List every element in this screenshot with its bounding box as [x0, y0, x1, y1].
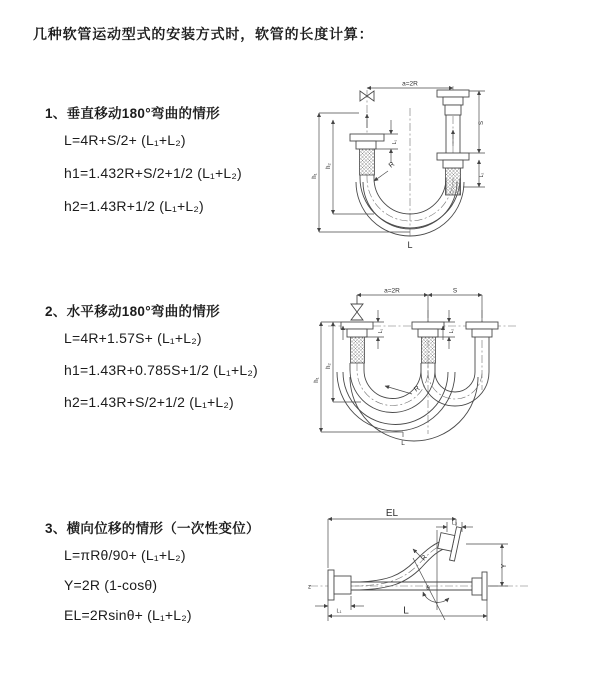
section-1-formula-2: h1=1.432R+S/2+1/2 (L₁+L₂)	[64, 165, 242, 181]
section-3-formula-1: L=πRθ/90+ (L₁+L₂)	[64, 547, 186, 563]
dim-h1-label: h₁	[312, 173, 318, 179]
dim-s-label: S	[452, 287, 458, 295]
axis-mark-label: z	[308, 584, 311, 591]
section-1-formula-3: h2=1.43R+1/2 (L₁+L₂)	[64, 198, 204, 214]
flange-left	[341, 322, 373, 329]
section-3-formula-2: Y=2R (1-cosθ)	[64, 577, 158, 593]
flange-right-upper	[437, 90, 469, 97]
dim-l1-label: L₁	[378, 328, 384, 334]
dim-l-label: L	[407, 240, 413, 250]
dim-l2-label: L₂	[479, 172, 485, 178]
braid-left	[360, 149, 375, 175]
section-3-formula-3: EL=2Rsinθ+ (L₁+L₂)	[64, 607, 192, 623]
dim-a2r-label: a=2R	[384, 287, 400, 295]
section-1-heading: 1、垂直移动180°弯曲的情形	[45, 106, 220, 121]
section-2-formula-1: L=4R+1.57S+ (L₁+L₂)	[64, 330, 202, 346]
hose-u1-outer	[350, 363, 435, 413]
braid-left	[351, 337, 365, 363]
section-1-formula-1: L=4R+S/2+ (L₁+L₂)	[64, 132, 186, 148]
dim-l1-label: L₁	[392, 139, 398, 145]
dim-l1-label: L₁	[336, 608, 342, 615]
radius-label: R	[387, 160, 397, 170]
section-2-heading: 2、水平移动180°弯曲的情形	[45, 304, 220, 319]
flange-right-moved	[466, 322, 498, 329]
angle-theta-label: θ	[426, 585, 430, 592]
hose-curved-top-wall	[351, 539, 448, 582]
flange-middle	[412, 322, 444, 329]
flange-right-lower	[437, 153, 469, 160]
diagram-horizontal-180-bend	[303, 282, 553, 457]
section-2-formula-2: h1=1.43R+0.785S+1/2 (L₁+L₂)	[64, 362, 258, 378]
hose-curved-bottom-wall	[351, 547, 450, 590]
dim-l-label: L	[403, 605, 409, 617]
page-title: 几种软管运动型式的安装方式时，软管的长度计算：	[33, 26, 374, 42]
braid-right	[446, 168, 461, 195]
diagram-vertical-180-bend	[303, 66, 538, 263]
dim-h2-label: h₂	[326, 163, 332, 169]
flange-left	[350, 134, 384, 141]
flange-right-lower	[472, 578, 482, 595]
flange-left	[328, 570, 334, 600]
dim-l-label: L	[401, 440, 405, 447]
dim-y-label: Y	[501, 563, 508, 569]
dim-s-label: S	[479, 120, 485, 126]
hose-u1-inner	[364, 363, 421, 399]
valve-icon	[351, 304, 363, 320]
radius-label: R	[420, 553, 429, 563]
section-3-heading: 3、横向位移的情形（一次性变位）	[45, 521, 260, 536]
dim-h1-label: h₁	[314, 377, 320, 383]
section-2-formula-3: h2=1.43R+S/2+1/2 (L₁+L₂)	[64, 394, 234, 410]
dim-l2-label: L₂	[451, 520, 458, 527]
dim-h2-label: h₂	[326, 363, 332, 369]
dim-a2r-label: a=2R	[402, 80, 418, 88]
dim-l2-label: L₂	[449, 328, 455, 334]
braid-middle	[422, 337, 436, 363]
radius-label: R	[413, 385, 422, 394]
angle-arc	[423, 592, 449, 602]
diagram-lateral-displacement	[298, 498, 593, 658]
dim-el-label: EL	[385, 508, 399, 519]
flange-right-upper-tilted	[436, 524, 462, 561]
